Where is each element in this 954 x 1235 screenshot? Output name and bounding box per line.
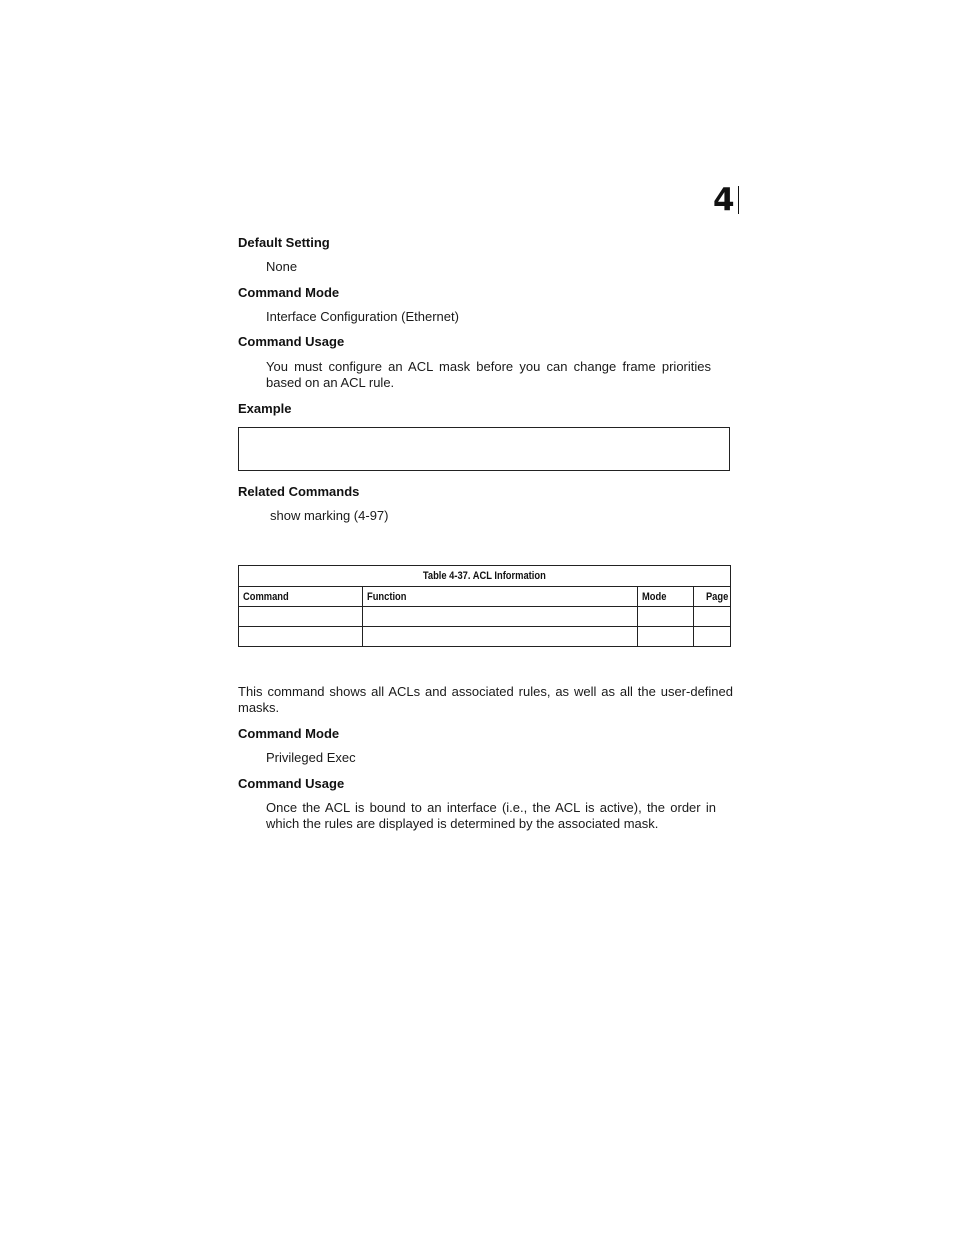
column-header-mode: Mode [638, 587, 694, 607]
command-mode-value-2: Privileged Exec [266, 750, 356, 765]
default-setting-value: None [266, 259, 298, 274]
cell-page [694, 627, 731, 647]
command-usage-heading-2: Command Usage [238, 776, 345, 791]
section-intro-text: This command shows all ACLs and associated rules, as well as all the user-defined masks. [238, 684, 733, 715]
table-caption-row [239, 566, 731, 587]
command-mode-heading: Command Mode [238, 285, 340, 300]
command-usage-text: You must configure an ACL mask before you can change frame priorities based on an ACL rule. [266, 359, 711, 390]
command-mode-heading-2: Command Mode [238, 726, 340, 741]
cell-mode [638, 607, 694, 627]
column-header-page: Page [694, 587, 731, 607]
command-usage-text-2: Once the ACL is bound to an interface (i.e., the ACL is active), the order in which the rules are displayed is determined by the associated mask. [266, 800, 716, 831]
related-commands-heading: Related Commands [238, 484, 360, 499]
cell-page [694, 607, 731, 627]
cell-mode [638, 627, 694, 647]
chapter-number: 4 [713, 186, 739, 214]
cell-command [239, 607, 363, 627]
example-code-box [238, 427, 730, 471]
column-header-function: Function [363, 587, 638, 607]
acl-information-table [238, 565, 731, 647]
table-caption: Table 4-37. ACL Information [239, 566, 731, 587]
default-setting-heading: Default Setting [238, 235, 330, 250]
command-usage-heading: Command Usage [238, 334, 345, 349]
cell-function [363, 627, 638, 647]
column-header-command: Command [239, 587, 363, 607]
table-row [239, 607, 731, 627]
example-heading: Example [238, 401, 292, 416]
table-row [239, 627, 731, 647]
cell-function [363, 607, 638, 627]
command-mode-value: Interface Configuration (Ethernet) [266, 309, 459, 324]
cell-command [239, 627, 363, 647]
related-commands-text: show marking (4-97) [270, 508, 389, 523]
table-header-row [239, 587, 731, 607]
